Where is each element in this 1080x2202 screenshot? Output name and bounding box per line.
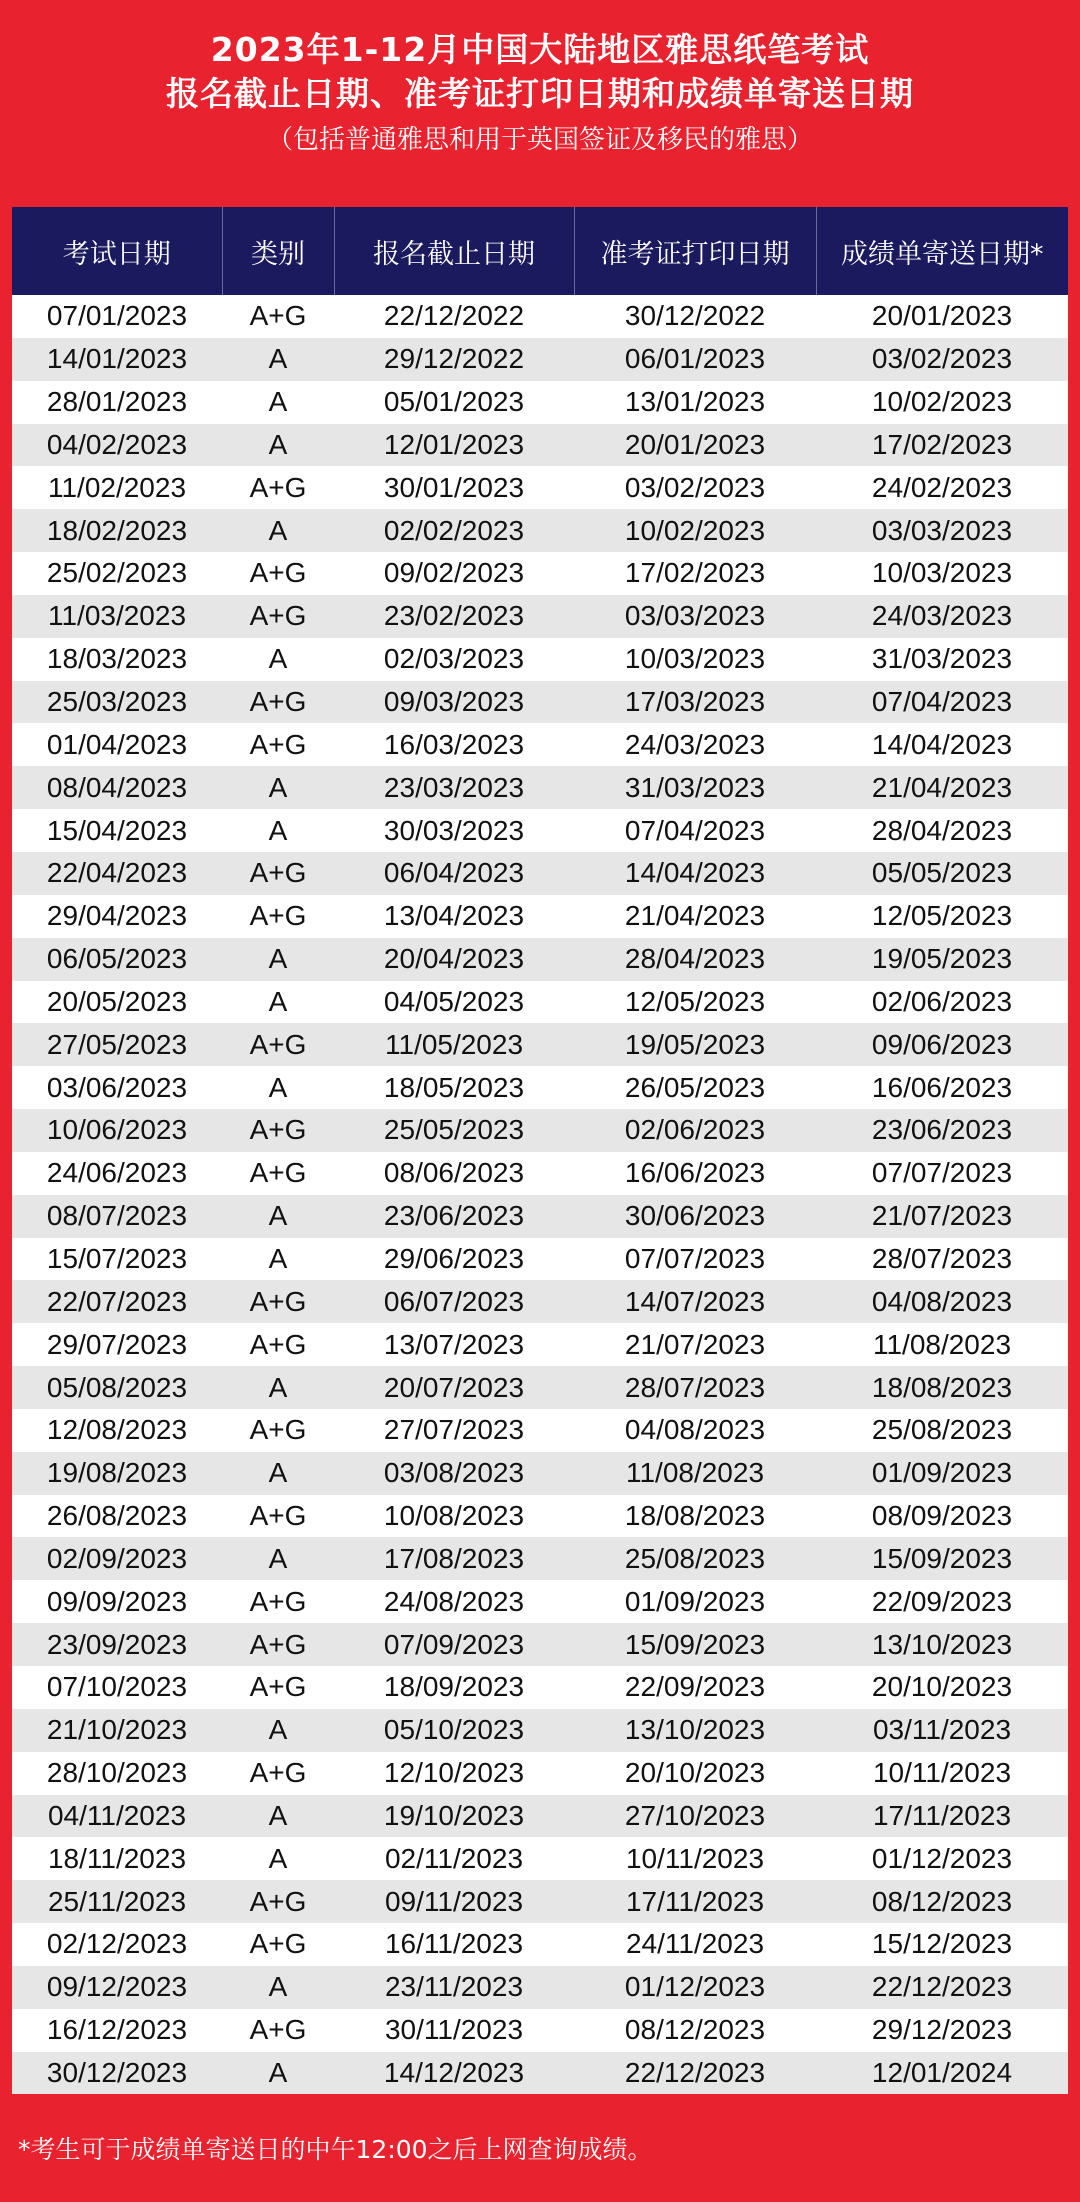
category-cell: A — [222, 1966, 334, 2009]
registration-deadline-cell: 20/07/2023 — [334, 1366, 574, 1409]
registration-deadline-cell: 19/10/2023 — [334, 1795, 574, 1838]
column-header-result-mailing-date: 成绩单寄送日期* — [816, 207, 1068, 295]
exam-date-cell: 29/04/2023 — [12, 895, 222, 938]
exam-date-cell: 24/06/2023 — [12, 1152, 222, 1195]
registration-deadline-cell: 30/03/2023 — [334, 809, 574, 852]
registration-deadline-cell: 13/07/2023 — [334, 1323, 574, 1366]
category-cell: A+G — [222, 1923, 334, 1966]
table-row — [12, 466, 1068, 509]
registration-deadline-cell: 13/04/2023 — [334, 895, 574, 938]
registration-deadline-cell: 05/10/2023 — [334, 1709, 574, 1752]
registration-deadline-cell: 08/06/2023 — [334, 1152, 574, 1195]
admission-print-date-cell: 14/04/2023 — [574, 852, 816, 895]
exam-date-cell: 28/10/2023 — [12, 1752, 222, 1795]
table-row — [12, 1366, 1068, 1409]
result-mailing-date-cell: 08/12/2023 — [816, 1880, 1068, 1923]
result-mailing-date-cell: 12/05/2023 — [816, 895, 1068, 938]
registration-deadline-cell: 29/06/2023 — [334, 1238, 574, 1281]
column-header-admission-print-date: 准考证打印日期 — [574, 207, 816, 295]
exam-date-cell: 26/08/2023 — [12, 1495, 222, 1538]
category-cell: A+G — [222, 1752, 334, 1795]
result-mailing-date-cell: 03/11/2023 — [816, 1709, 1068, 1752]
table-header-row — [12, 207, 1068, 295]
registration-deadline-cell: 03/08/2023 — [334, 1452, 574, 1495]
table-row — [12, 1537, 1068, 1580]
admission-print-date-cell: 03/02/2023 — [574, 466, 816, 509]
table-row — [12, 981, 1068, 1024]
result-mailing-date-cell: 01/12/2023 — [816, 1837, 1068, 1880]
exam-date-cell: 07/01/2023 — [12, 295, 222, 338]
registration-deadline-cell: 24/08/2023 — [334, 1580, 574, 1623]
category-cell: A — [222, 938, 334, 981]
category-cell: A+G — [222, 895, 334, 938]
category-cell: A — [222, 1795, 334, 1838]
result-mailing-date-cell: 17/02/2023 — [816, 424, 1068, 467]
registration-deadline-cell: 02/11/2023 — [334, 1837, 574, 1880]
result-mailing-date-cell: 15/09/2023 — [816, 1537, 1068, 1580]
result-mailing-date-cell: 02/06/2023 — [816, 981, 1068, 1024]
category-cell: A+G — [222, 681, 334, 724]
admission-print-date-cell: 13/01/2023 — [574, 381, 816, 424]
column-header-exam-date: 考试日期 — [12, 207, 222, 295]
result-mailing-date-cell: 29/12/2023 — [816, 2009, 1068, 2052]
table-row — [12, 681, 1068, 724]
category-cell: A+G — [222, 2009, 334, 2052]
result-mailing-date-cell: 08/09/2023 — [816, 1495, 1068, 1538]
table-row — [12, 1109, 1068, 1152]
result-mailing-date-cell: 21/07/2023 — [816, 1195, 1068, 1238]
registration-deadline-cell: 10/08/2023 — [334, 1495, 574, 1538]
admission-print-date-cell: 17/11/2023 — [574, 1880, 816, 1923]
result-mailing-date-cell: 20/01/2023 — [816, 295, 1068, 338]
table-row — [12, 1152, 1068, 1195]
admission-print-date-cell: 07/04/2023 — [574, 809, 816, 852]
category-cell: A+G — [222, 595, 334, 638]
table-row — [12, 895, 1068, 938]
exam-date-cell: 04/02/2023 — [12, 424, 222, 467]
registration-deadline-cell: 18/05/2023 — [334, 1066, 574, 1109]
category-cell: A — [222, 981, 334, 1024]
admission-print-date-cell: 11/08/2023 — [574, 1452, 816, 1495]
registration-deadline-cell: 29/12/2022 — [334, 338, 574, 381]
category-cell: A — [222, 809, 334, 852]
result-mailing-date-cell: 16/06/2023 — [816, 1066, 1068, 1109]
exam-date-cell: 02/09/2023 — [12, 1537, 222, 1580]
registration-deadline-cell: 16/11/2023 — [334, 1923, 574, 1966]
exam-date-cell: 29/07/2023 — [12, 1323, 222, 1366]
admission-print-date-cell: 08/12/2023 — [574, 2009, 816, 2052]
registration-deadline-cell: 23/02/2023 — [334, 595, 574, 638]
table-row — [12, 638, 1068, 681]
table-row — [12, 852, 1068, 895]
exam-date-cell: 27/05/2023 — [12, 1023, 222, 1066]
exam-date-cell: 06/05/2023 — [12, 938, 222, 981]
exam-date-cell: 14/01/2023 — [12, 338, 222, 381]
schedule-table — [12, 207, 1068, 2094]
category-cell: A+G — [222, 723, 334, 766]
table-row — [12, 1452, 1068, 1495]
result-mailing-date-cell: 03/02/2023 — [816, 338, 1068, 381]
admission-print-date-cell: 22/12/2023 — [574, 2052, 816, 2095]
table-row — [12, 1066, 1068, 1109]
result-mailing-date-cell: 11/08/2023 — [816, 1323, 1068, 1366]
table-row — [12, 1323, 1068, 1366]
category-cell: A — [222, 766, 334, 809]
result-mailing-date-cell: 07/04/2023 — [816, 681, 1068, 724]
admission-print-date-cell: 17/02/2023 — [574, 552, 816, 595]
admission-print-date-cell: 25/08/2023 — [574, 1537, 816, 1580]
result-mailing-date-cell: 28/04/2023 — [816, 809, 1068, 852]
admission-print-date-cell: 15/09/2023 — [574, 1623, 816, 1666]
result-mailing-date-cell: 24/02/2023 — [816, 466, 1068, 509]
category-cell: A — [222, 338, 334, 381]
admission-print-date-cell: 21/04/2023 — [574, 895, 816, 938]
admission-print-date-cell: 20/01/2023 — [574, 424, 816, 467]
category-cell: A — [222, 1366, 334, 1409]
registration-deadline-cell: 06/04/2023 — [334, 852, 574, 895]
result-mailing-date-cell: 28/07/2023 — [816, 1238, 1068, 1281]
registration-deadline-cell: 27/07/2023 — [334, 1409, 574, 1452]
registration-deadline-cell: 09/03/2023 — [334, 681, 574, 724]
exam-date-cell: 11/02/2023 — [12, 466, 222, 509]
exam-date-cell: 07/10/2023 — [12, 1666, 222, 1709]
exam-date-cell: 25/02/2023 — [12, 552, 222, 595]
registration-deadline-cell: 14/12/2023 — [334, 2052, 574, 2095]
admission-print-date-cell: 27/10/2023 — [574, 1795, 816, 1838]
exam-date-cell: 18/11/2023 — [12, 1837, 222, 1880]
admission-print-date-cell: 10/03/2023 — [574, 638, 816, 681]
registration-deadline-cell: 25/05/2023 — [334, 1109, 574, 1152]
result-mailing-date-cell: 22/12/2023 — [816, 1966, 1068, 2009]
table-row — [12, 1752, 1068, 1795]
exam-date-cell: 20/05/2023 — [12, 981, 222, 1024]
table-row — [12, 595, 1068, 638]
category-cell: A+G — [222, 1666, 334, 1709]
exam-date-cell: 04/11/2023 — [12, 1795, 222, 1838]
exam-date-cell: 05/08/2023 — [12, 1366, 222, 1409]
result-mailing-date-cell: 20/10/2023 — [816, 1666, 1068, 1709]
registration-deadline-cell: 17/08/2023 — [334, 1537, 574, 1580]
exam-date-cell: 02/12/2023 — [12, 1923, 222, 1966]
exam-date-cell: 25/03/2023 — [12, 681, 222, 724]
category-cell: A — [222, 1195, 334, 1238]
category-cell: A — [222, 1537, 334, 1580]
result-mailing-date-cell: 10/11/2023 — [816, 1752, 1068, 1795]
exam-date-cell: 09/09/2023 — [12, 1580, 222, 1623]
table-row — [12, 1837, 1068, 1880]
result-mailing-date-cell: 04/08/2023 — [816, 1280, 1068, 1323]
category-cell: A+G — [222, 1023, 334, 1066]
exam-date-cell: 19/08/2023 — [12, 1452, 222, 1495]
result-mailing-date-cell: 31/03/2023 — [816, 638, 1068, 681]
table-row — [12, 2052, 1068, 2095]
table-row — [12, 1966, 1068, 2009]
table-row — [12, 809, 1068, 852]
footnote: *考生可于成绩单寄送日的中午12:00之后上网查询成绩。 — [18, 2135, 653, 2164]
registration-deadline-cell: 02/02/2023 — [334, 509, 574, 552]
result-mailing-date-cell: 10/02/2023 — [816, 381, 1068, 424]
exam-date-cell: 25/11/2023 — [12, 1880, 222, 1923]
exam-date-cell: 22/04/2023 — [12, 852, 222, 895]
admission-print-date-cell: 01/12/2023 — [574, 1966, 816, 2009]
exam-date-cell: 15/07/2023 — [12, 1238, 222, 1281]
registration-deadline-cell: 23/11/2023 — [334, 1966, 574, 2009]
category-cell: A — [222, 1452, 334, 1495]
exam-date-cell: 08/07/2023 — [12, 1195, 222, 1238]
category-cell: A — [222, 1066, 334, 1109]
admission-print-date-cell: 02/06/2023 — [574, 1109, 816, 1152]
table-row — [12, 1880, 1068, 1923]
registration-deadline-cell: 16/03/2023 — [334, 723, 574, 766]
table-row — [12, 766, 1068, 809]
admission-print-date-cell: 24/11/2023 — [574, 1923, 816, 1966]
category-cell: A+G — [222, 295, 334, 338]
registration-deadline-cell: 12/01/2023 — [334, 424, 574, 467]
table-row — [12, 1195, 1068, 1238]
exam-date-cell: 15/04/2023 — [12, 809, 222, 852]
table-row — [12, 295, 1068, 338]
result-mailing-date-cell: 22/09/2023 — [816, 1580, 1068, 1623]
category-cell: A+G — [222, 1280, 334, 1323]
admission-print-date-cell: 12/05/2023 — [574, 981, 816, 1024]
registration-deadline-cell: 20/04/2023 — [334, 938, 574, 981]
category-cell: A+G — [222, 1623, 334, 1666]
admission-print-date-cell: 26/05/2023 — [574, 1066, 816, 1109]
table-row — [12, 1409, 1068, 1452]
table-row — [12, 938, 1068, 981]
result-mailing-date-cell: 23/06/2023 — [816, 1109, 1068, 1152]
admission-print-date-cell: 18/08/2023 — [574, 1495, 816, 1538]
table-row — [12, 381, 1068, 424]
admission-print-date-cell: 14/07/2023 — [574, 1280, 816, 1323]
admission-print-date-cell: 28/07/2023 — [574, 1366, 816, 1409]
registration-deadline-cell: 22/12/2022 — [334, 295, 574, 338]
exam-date-cell: 12/08/2023 — [12, 1409, 222, 1452]
result-mailing-date-cell: 01/09/2023 — [816, 1452, 1068, 1495]
category-cell: A — [222, 1238, 334, 1281]
registration-deadline-cell: 02/03/2023 — [334, 638, 574, 681]
table-row — [12, 1666, 1068, 1709]
category-cell: A+G — [222, 466, 334, 509]
category-cell: A+G — [222, 1323, 334, 1366]
registration-deadline-cell: 30/01/2023 — [334, 466, 574, 509]
category-cell: A — [222, 1837, 334, 1880]
exam-date-cell: 30/12/2023 — [12, 2052, 222, 2095]
table-row — [12, 1923, 1068, 1966]
category-cell: A+G — [222, 1109, 334, 1152]
result-mailing-date-cell: 19/05/2023 — [816, 938, 1068, 981]
table-row — [12, 1709, 1068, 1752]
category-cell: A+G — [222, 1580, 334, 1623]
result-mailing-date-cell: 25/08/2023 — [816, 1409, 1068, 1452]
admission-print-date-cell: 28/04/2023 — [574, 938, 816, 981]
category-cell: A+G — [222, 1880, 334, 1923]
admission-print-date-cell: 07/07/2023 — [574, 1238, 816, 1281]
column-header-category: 类别 — [222, 207, 334, 295]
registration-deadline-cell: 30/11/2023 — [334, 2009, 574, 2052]
table-row — [12, 2009, 1068, 2052]
admission-print-date-cell: 03/03/2023 — [574, 595, 816, 638]
table-row — [12, 1238, 1068, 1281]
category-cell: A — [222, 509, 334, 552]
category-cell: A+G — [222, 1409, 334, 1452]
table-row — [12, 1580, 1068, 1623]
exam-date-cell: 01/04/2023 — [12, 723, 222, 766]
admission-print-date-cell: 30/06/2023 — [574, 1195, 816, 1238]
result-mailing-date-cell: 13/10/2023 — [816, 1623, 1068, 1666]
result-mailing-date-cell: 17/11/2023 — [816, 1795, 1068, 1838]
admission-print-date-cell: 31/03/2023 — [574, 766, 816, 809]
admission-print-date-cell: 24/03/2023 — [574, 723, 816, 766]
table-row — [12, 424, 1068, 467]
result-mailing-date-cell: 14/04/2023 — [816, 723, 1068, 766]
category-cell: A+G — [222, 552, 334, 595]
exam-date-cell: 21/10/2023 — [12, 1709, 222, 1752]
admission-print-date-cell: 19/05/2023 — [574, 1023, 816, 1066]
category-cell: A — [222, 2052, 334, 2095]
registration-deadline-cell: 09/11/2023 — [334, 1880, 574, 1923]
admission-print-date-cell: 01/09/2023 — [574, 1580, 816, 1623]
category-cell: A+G — [222, 1495, 334, 1538]
category-cell: A+G — [222, 1152, 334, 1195]
table-row — [12, 723, 1068, 766]
table-row — [12, 1623, 1068, 1666]
registration-deadline-cell: 06/07/2023 — [334, 1280, 574, 1323]
exam-date-cell: 16/12/2023 — [12, 2009, 222, 2052]
result-mailing-date-cell: 07/07/2023 — [816, 1152, 1068, 1195]
category-cell: A — [222, 381, 334, 424]
table-row — [12, 1280, 1068, 1323]
registration-deadline-cell: 07/09/2023 — [334, 1623, 574, 1666]
result-mailing-date-cell: 24/03/2023 — [816, 595, 1068, 638]
result-mailing-date-cell: 09/06/2023 — [816, 1023, 1068, 1066]
result-mailing-date-cell: 18/08/2023 — [816, 1366, 1068, 1409]
result-mailing-date-cell: 05/05/2023 — [816, 852, 1068, 895]
registration-deadline-cell: 23/03/2023 — [334, 766, 574, 809]
result-mailing-date-cell: 10/03/2023 — [816, 552, 1068, 595]
admission-print-date-cell: 13/10/2023 — [574, 1709, 816, 1752]
admission-print-date-cell: 16/06/2023 — [574, 1152, 816, 1195]
result-mailing-date-cell: 21/04/2023 — [816, 766, 1068, 809]
exam-date-cell: 23/09/2023 — [12, 1623, 222, 1666]
exam-date-cell: 28/01/2023 — [12, 381, 222, 424]
registration-deadline-cell: 12/10/2023 — [334, 1752, 574, 1795]
exam-date-cell: 18/02/2023 — [12, 509, 222, 552]
category-cell: A — [222, 424, 334, 467]
table-body — [12, 295, 1068, 2094]
admission-print-date-cell: 04/08/2023 — [574, 1409, 816, 1452]
admission-print-date-cell: 10/02/2023 — [574, 509, 816, 552]
admission-print-date-cell: 06/01/2023 — [574, 338, 816, 381]
exam-date-cell: 10/06/2023 — [12, 1109, 222, 1152]
page-title-line1: 2023年1-12月中国大陆地区雅思纸笔考试 — [210, 30, 870, 69]
table-row — [12, 1495, 1068, 1538]
column-header-registration-deadline: 报名截止日期 — [334, 207, 574, 295]
registration-deadline-cell: 18/09/2023 — [334, 1666, 574, 1709]
table-row — [12, 1795, 1068, 1838]
category-cell: A — [222, 638, 334, 681]
result-mailing-date-cell: 03/03/2023 — [816, 509, 1068, 552]
table-row — [12, 1023, 1068, 1066]
table-row — [12, 509, 1068, 552]
registration-deadline-cell: 05/01/2023 — [334, 381, 574, 424]
title-block — [0, 28, 1080, 160]
registration-deadline-cell: 09/02/2023 — [334, 552, 574, 595]
admission-print-date-cell: 20/10/2023 — [574, 1752, 816, 1795]
schedule-table-container — [12, 207, 1068, 2094]
result-mailing-date-cell: 15/12/2023 — [816, 1923, 1068, 1966]
registration-deadline-cell: 04/05/2023 — [334, 981, 574, 1024]
admission-print-date-cell: 30/12/2022 — [574, 295, 816, 338]
page-subtitle: （包括普通雅思和用于英国签证及移民的雅思） — [266, 125, 813, 155]
table-row — [12, 552, 1068, 595]
admission-print-date-cell: 17/03/2023 — [574, 681, 816, 724]
category-cell: A+G — [222, 852, 334, 895]
category-cell: A — [222, 1709, 334, 1752]
admission-print-date-cell: 21/07/2023 — [574, 1323, 816, 1366]
result-mailing-date-cell: 12/01/2024 — [816, 2052, 1068, 2095]
exam-date-cell: 03/06/2023 — [12, 1066, 222, 1109]
page-title-line2: 报名截止日期、准考证打印日期和成绩单寄送日期 — [166, 74, 914, 113]
table-row — [12, 338, 1068, 381]
exam-date-cell: 11/03/2023 — [12, 595, 222, 638]
registration-deadline-cell: 23/06/2023 — [334, 1195, 574, 1238]
registration-deadline-cell: 11/05/2023 — [334, 1023, 574, 1066]
admission-print-date-cell: 10/11/2023 — [574, 1837, 816, 1880]
exam-date-cell: 22/07/2023 — [12, 1280, 222, 1323]
admission-print-date-cell: 22/09/2023 — [574, 1666, 816, 1709]
exam-date-cell: 18/03/2023 — [12, 638, 222, 681]
exam-date-cell: 09/12/2023 — [12, 1966, 222, 2009]
exam-date-cell: 08/04/2023 — [12, 766, 222, 809]
